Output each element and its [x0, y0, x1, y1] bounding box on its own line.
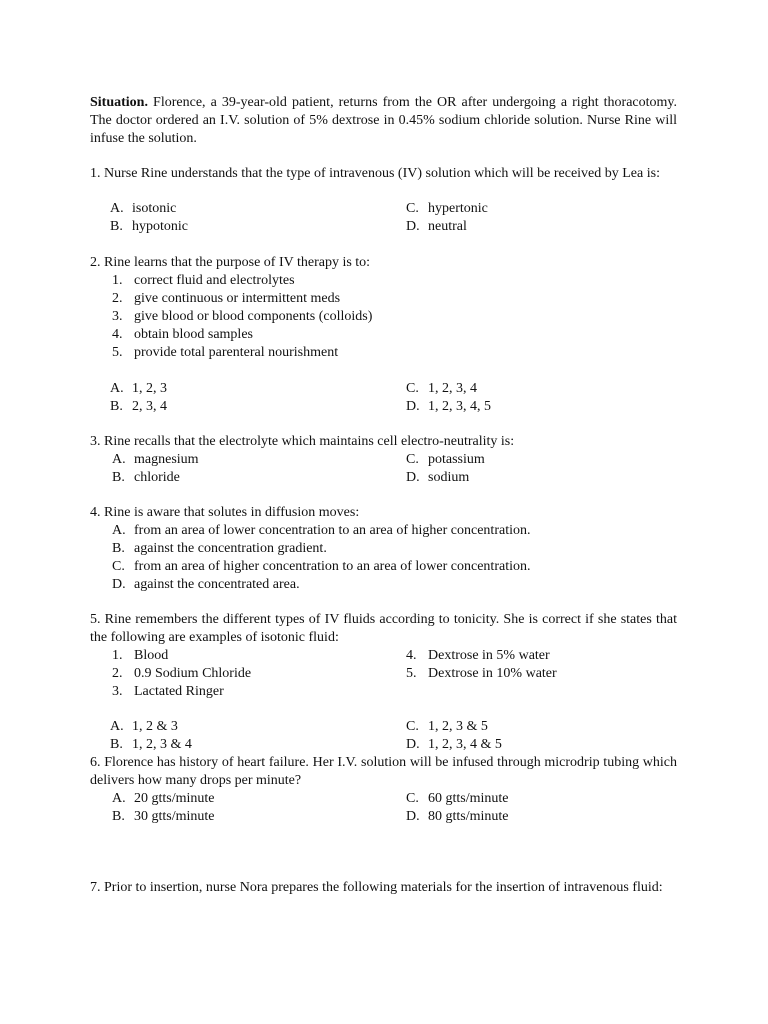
q5-choice-c: C. 1, 2, 3 & 5: [406, 719, 488, 734]
question-5-stem: [90, 611, 677, 647]
q4-choice-d: D. against the concentrated area.: [112, 577, 300, 592]
q3-choice-a: A. magnesium: [112, 452, 199, 467]
q2-item-2: 2. give continuous or intermittent meds: [112, 291, 341, 306]
question-6-stem: [90, 754, 677, 790]
q2-item-4: 4. obtain blood samples: [112, 327, 253, 342]
q5-item-2: 2. 0.9 Sodium Chloride: [112, 666, 252, 681]
q3-choice-b: B. chloride: [112, 470, 180, 485]
question-1-stem: [90, 165, 677, 183]
q2-choice-b: B. 2, 3, 4: [110, 399, 167, 414]
question-4-stem: 4. Rine is aware that solutes in diffusion moves:: [90, 505, 360, 520]
question-1-text: 1. Nurse Rine understands that the type of intravenous (IV) solution which will be received by Lea is:: [90, 166, 660, 181]
question-5-text: 5. Rine remembers the different types of IV fluids according to tonicity. She is correct if she states that the following are examples of isotonic fluid:: [90, 612, 677, 645]
q2-item-1: 1. correct fluid and electrolytes: [112, 273, 295, 288]
q2-choice-c: C. 1, 2, 3, 4: [406, 381, 477, 396]
q5-item-4: 4. Dextrose in 5% water: [406, 648, 550, 663]
q5-choice-d: D. 1, 2, 3, 4 & 5: [406, 737, 502, 752]
q4-choice-a: A. from an area of lower concentration to an area of higher concentration.: [112, 523, 531, 538]
q2-choice-d: D. 1, 2, 3, 4, 5: [406, 399, 491, 414]
q4-choice-b: B. against the concentration gradient.: [112, 541, 327, 556]
q5-item-3: 3. Lactated Ringer: [112, 684, 224, 699]
q1-choice-d: D. neutral: [406, 219, 467, 234]
q1-choice-b: B. hypotonic: [110, 219, 188, 234]
q2-item-3: 3. give blood or blood components (colloids): [112, 309, 373, 324]
question-6-text: 6. Florence has history of heart failure. Her I.V. solution will be infused through microdrip tubing which delivers how many drops per minute?: [90, 755, 677, 788]
q5-item-1: 1. Blood: [112, 648, 169, 663]
q6-choice-d: D. 80 gtts/minute: [406, 809, 509, 824]
question-7-stem: [90, 879, 677, 897]
situation-text: Florence, a 39-year-old patient, returns from the OR after undergoing a right thoracotomy. The doctor ordered an I.V. solution of 5% dextrose in 0.45% sodium chloride solution. Nurse Rine will infuse the solution.: [90, 95, 677, 146]
question-3-stem: 3. Rine recalls that the electrolyte which maintains cell electro-neutrality is:: [90, 434, 515, 449]
q3-choice-d: D. sodium: [406, 470, 470, 485]
q3-choice-c: C. potassium: [406, 452, 485, 467]
q1-choice-c: C. hypertonic: [406, 201, 488, 216]
q5-choice-b: B. 1, 2, 3 & 4: [110, 737, 192, 752]
question-7-text: 7. Prior to insertion, nurse Nora prepares the following materials for the insertion of intravenous fluid:: [90, 880, 663, 895]
situation-paragraph: [90, 94, 677, 148]
q6-choice-c: C. 60 gtts/minute: [406, 791, 509, 806]
q4-choice-c: C. from an area of higher concentration to an area of lower concentration.: [112, 559, 531, 574]
q5-choice-a: A. 1, 2 & 3: [110, 719, 178, 734]
q6-choice-a: A. 20 gtts/minute: [112, 791, 215, 806]
q2-item-5: 5. provide total parenteral nourishment: [112, 345, 339, 360]
q6-choice-b: B. 30 gtts/minute: [112, 809, 215, 824]
question-2-stem: 2. Rine learns that the purpose of IV therapy is to:: [90, 255, 371, 270]
q1-choice-a: A. isotonic: [110, 201, 177, 216]
situation-heading: Situation.: [90, 95, 148, 110]
q5-item-5: 5. Dextrose in 10% water: [406, 666, 557, 681]
q2-choice-a: A. 1, 2, 3: [110, 381, 167, 396]
